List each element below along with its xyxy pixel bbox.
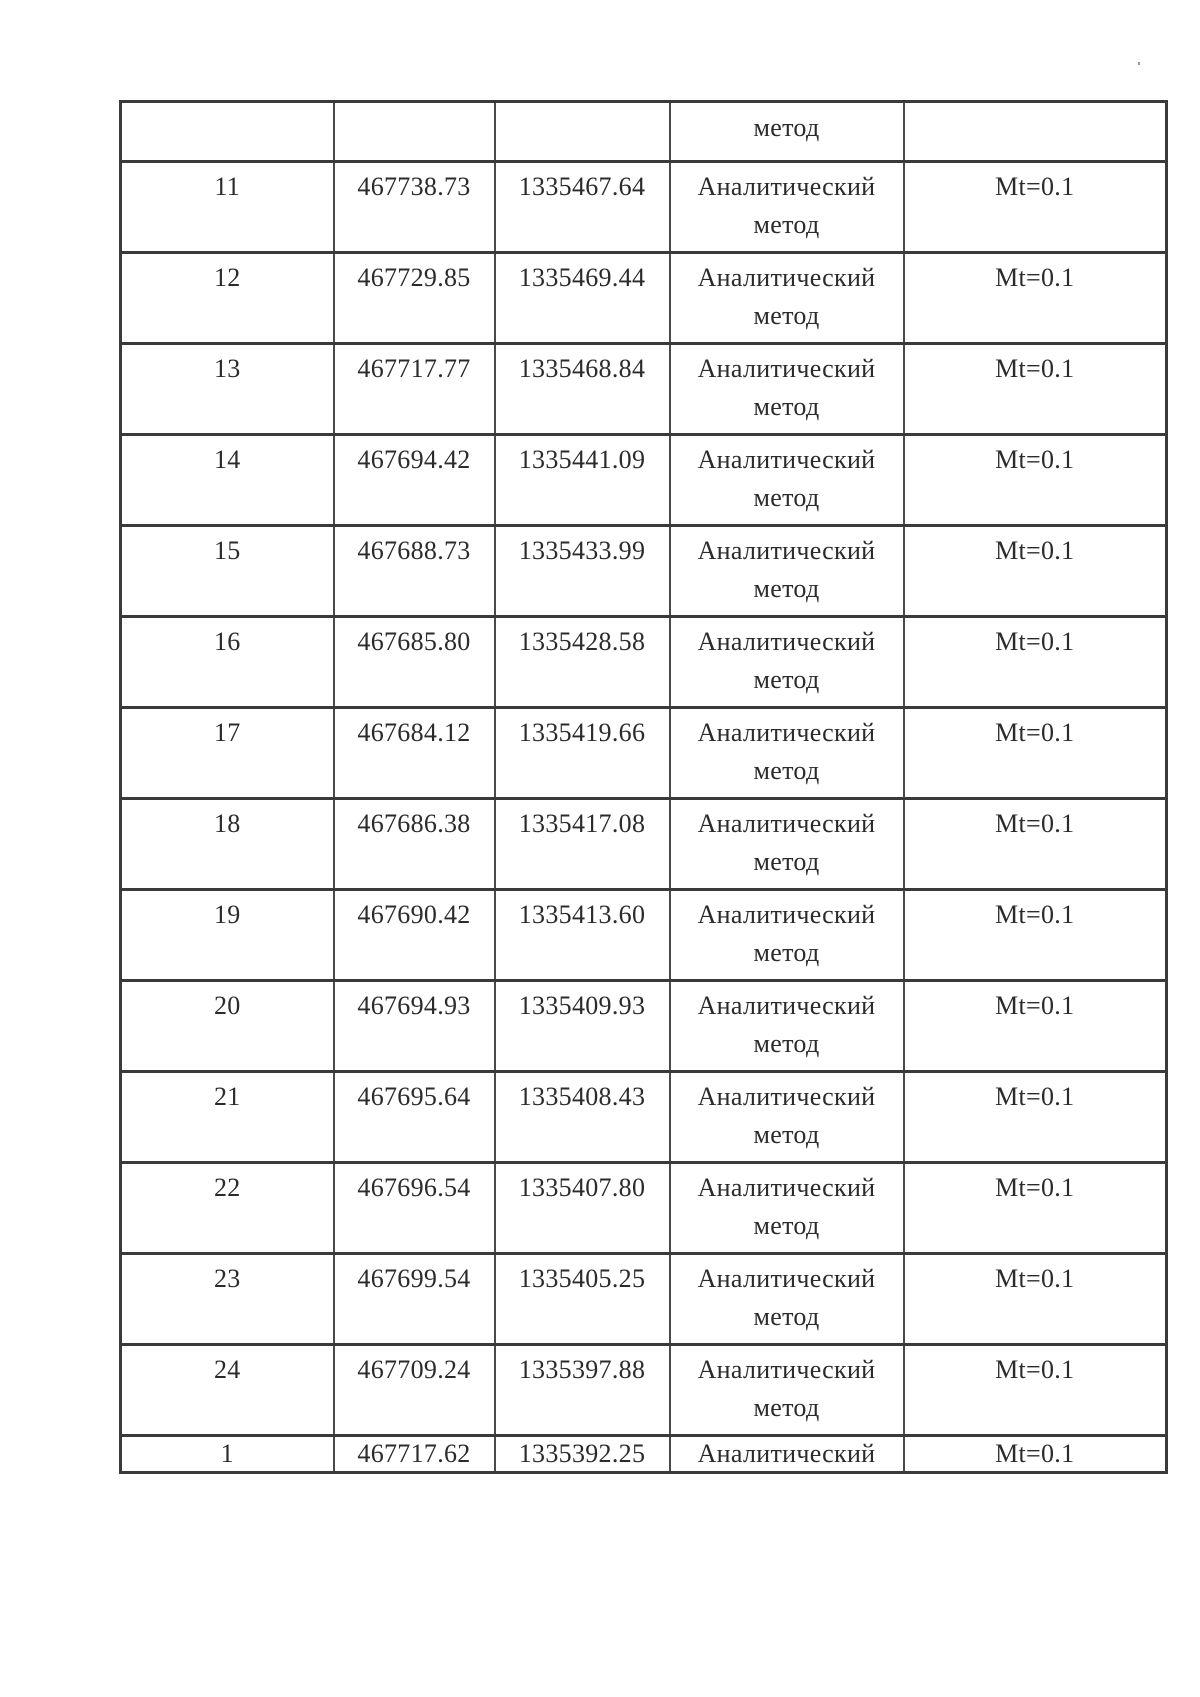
accuracy-cell (904, 162, 1167, 253)
method-line-1: Аналитический (697, 354, 876, 383)
method-cell (670, 890, 904, 981)
accuracy-value: Mt=0.1 (995, 1173, 1075, 1202)
accuracy-value: Mt=0.1 (995, 900, 1075, 929)
accuracy-cell (904, 1436, 1167, 1473)
accuracy-value: Mt=0.1 (995, 627, 1075, 656)
y-coordinate-cell (495, 1436, 670, 1473)
x-coordinate: 467694.42 (357, 445, 471, 474)
method-cell (670, 253, 904, 344)
x-coordinate-cell (334, 708, 495, 799)
table-row (121, 799, 1167, 890)
x-coordinate-cell (334, 1254, 495, 1345)
point-number: 11 (214, 172, 241, 201)
accuracy-cell (904, 1072, 1167, 1163)
accuracy-cell (904, 526, 1167, 617)
accuracy-value: Mt=0.1 (995, 718, 1075, 747)
accuracy-value: Mt=0.1 (995, 263, 1075, 292)
x-coordinate: 467686.38 (357, 809, 471, 838)
point-number-cell (121, 253, 334, 344)
x-coordinate-cell (334, 253, 495, 344)
method-line-2: метод (753, 210, 820, 239)
table-row (121, 526, 1167, 617)
y-coordinate: 1335408.43 (518, 1082, 646, 1111)
table-row (121, 890, 1167, 981)
method-line-1: Аналитический (697, 445, 876, 474)
method-line-2: метод (753, 574, 820, 603)
table-row (121, 1072, 1167, 1163)
accuracy-cell (904, 344, 1167, 435)
point-number-cell (121, 1163, 334, 1254)
method-line-1: Аналитический (697, 1264, 876, 1293)
method-cell (670, 162, 904, 253)
method-cell (670, 1436, 904, 1473)
accuracy-cell (904, 435, 1167, 526)
x-coordinate-cell (334, 102, 495, 162)
table-row (121, 435, 1167, 526)
accuracy-cell (904, 617, 1167, 708)
accuracy-cell (904, 890, 1167, 981)
accuracy-cell (904, 102, 1167, 162)
point-number-cell (121, 162, 334, 253)
x-coordinate-cell (334, 1436, 495, 1473)
y-coordinate-cell (495, 102, 670, 162)
method-line-2: метод (753, 1120, 820, 1149)
y-coordinate-cell (495, 1254, 670, 1345)
y-coordinate: 1335405.25 (518, 1264, 646, 1293)
point-number: 20 (213, 991, 241, 1020)
y-coordinate-cell (495, 1345, 670, 1436)
accuracy-cell (904, 1254, 1167, 1345)
accuracy-value: Mt=0.1 (995, 1082, 1075, 1111)
x-coordinate: 467717.77 (357, 354, 471, 383)
x-coordinate: 467685.80 (357, 627, 471, 656)
accuracy-value: Mt=0.1 (995, 809, 1075, 838)
point-number-cell (121, 435, 334, 526)
method-line-2: метод (753, 483, 820, 512)
y-coordinate: 1335419.66 (518, 718, 646, 747)
method-cell (670, 1163, 904, 1254)
point-number: 24 (213, 1355, 241, 1384)
method-line-2: метод (753, 1211, 820, 1240)
table-row (121, 617, 1167, 708)
table-row (121, 162, 1167, 253)
accuracy-value: Mt=0.1 (995, 354, 1075, 383)
point-number: 12 (213, 263, 241, 292)
accuracy-cell (904, 1345, 1167, 1436)
y-coordinate: 1335428.58 (518, 627, 646, 656)
point-number: 23 (213, 1264, 241, 1293)
x-coordinate-cell (334, 526, 495, 617)
method-cell (670, 526, 904, 617)
table-row (121, 1163, 1167, 1254)
method-line-1: Аналитический (697, 718, 876, 747)
accuracy-cell (904, 799, 1167, 890)
x-coordinate-cell (334, 981, 495, 1072)
table-row (121, 1345, 1167, 1436)
x-coordinate: 467717.62 (357, 1439, 471, 1468)
y-coordinate-cell (495, 162, 670, 253)
point-number: 16 (213, 627, 241, 656)
method-line-2: метод (753, 392, 820, 421)
table-row (121, 1254, 1167, 1345)
y-coordinate: 1335413.60 (518, 900, 646, 929)
method-cell (670, 344, 904, 435)
accuracy-cell (904, 981, 1167, 1072)
method-line-1: Аналитический (697, 809, 876, 838)
method-line-2: метод (753, 756, 820, 785)
table-row (121, 344, 1167, 435)
accuracy-cell (904, 1163, 1167, 1254)
coordinates-table (119, 100, 1168, 1474)
point-number-cell (121, 799, 334, 890)
method-line-2: метод (753, 847, 820, 876)
method-cell (670, 1345, 904, 1436)
y-coordinate-cell (495, 435, 670, 526)
accuracy-value: Mt=0.1 (995, 1355, 1075, 1384)
point-number: 14 (213, 445, 241, 474)
x-coordinate-cell (334, 890, 495, 981)
accuracy-value: Mt=0.1 (995, 1439, 1075, 1468)
point-number: 13 (213, 354, 241, 383)
x-coordinate-cell (334, 1163, 495, 1254)
y-coordinate-cell (495, 708, 670, 799)
method-line-2: метод (753, 1302, 820, 1331)
x-coordinate-cell (334, 1072, 495, 1163)
x-coordinate: 467688.73 (357, 536, 471, 565)
x-coordinate: 467684.12 (357, 718, 471, 747)
x-coordinate: 467690.42 (357, 900, 471, 929)
method-line-2: метод (753, 1393, 820, 1422)
x-coordinate: 467694.93 (357, 991, 471, 1020)
point-number-cell (121, 1254, 334, 1345)
x-coordinate: 467695.64 (357, 1082, 471, 1111)
method-line-1: Аналитический (697, 1082, 876, 1111)
y-coordinate-cell (495, 1163, 670, 1254)
y-coordinate: 1335433.99 (518, 536, 646, 565)
accuracy-value: Mt=0.1 (995, 445, 1075, 474)
method-line-1: Аналитический (697, 991, 876, 1020)
point-number-cell (121, 526, 334, 617)
point-number-cell (121, 1072, 334, 1163)
point-number-cell (121, 617, 334, 708)
y-coordinate: 1335409.93 (518, 991, 646, 1020)
x-coordinate-cell (334, 344, 495, 435)
point-number: 18 (213, 809, 241, 838)
y-coordinate: 1335467.64 (518, 172, 646, 201)
x-coordinate-cell (334, 1345, 495, 1436)
x-coordinate-cell (334, 617, 495, 708)
accuracy-value: Mt=0.1 (995, 536, 1075, 565)
point-number: 1 (220, 1439, 234, 1468)
continuation-row (121, 102, 1167, 162)
point-number-cell (121, 344, 334, 435)
method-line-1: Аналитический (697, 1439, 876, 1468)
accuracy-value: Mt=0.1 (995, 991, 1075, 1020)
table-row (121, 981, 1167, 1072)
point-number-cell (121, 708, 334, 799)
x-coordinate-cell (334, 162, 495, 253)
point-number: 22 (213, 1173, 241, 1202)
point-number: 15 (213, 536, 241, 565)
y-coordinate-cell (495, 253, 670, 344)
y-coordinate-cell (495, 1072, 670, 1163)
point-number-cell (121, 102, 334, 162)
method-line-2: метод (753, 938, 820, 967)
method-cell (670, 617, 904, 708)
method-line-2: метод (753, 665, 820, 694)
method-cell (670, 435, 904, 526)
scan-speck (1138, 62, 1140, 65)
method-line-1: Аналитический (697, 627, 876, 656)
accuracy-value: Mt=0.1 (995, 172, 1075, 201)
y-coordinate-cell (495, 344, 670, 435)
method-line-1: Аналитический (697, 172, 876, 201)
method-cell (670, 708, 904, 799)
point-number: 19 (213, 900, 241, 929)
y-coordinate: 1335392.25 (518, 1439, 646, 1468)
y-coordinate-cell (495, 526, 670, 617)
method-line-1: Аналитический (697, 1173, 876, 1202)
method-line-1: Аналитический (697, 263, 876, 292)
method-line-1: Аналитический (697, 900, 876, 929)
point-number-cell (121, 1436, 334, 1473)
table-body (121, 102, 1167, 1473)
method-cell (670, 981, 904, 1072)
method-line-2: метод (753, 301, 820, 330)
point-number-cell (121, 981, 334, 1072)
x-coordinate: 467709.24 (357, 1355, 471, 1384)
table-row (121, 253, 1167, 344)
method-cell (670, 1072, 904, 1163)
x-coordinate-cell (334, 435, 495, 526)
accuracy-cell (904, 708, 1167, 799)
method-line-1: Аналитический (697, 536, 876, 565)
point-number-cell (121, 1345, 334, 1436)
x-coordinate: 467729.85 (357, 263, 471, 292)
y-coordinate: 1335417.08 (518, 809, 646, 838)
x-coordinate: 467738.73 (357, 172, 471, 201)
y-coordinate-cell (495, 799, 670, 890)
point-number: 21 (213, 1082, 241, 1111)
y-coordinate-cell (495, 617, 670, 708)
y-coordinate: 1335441.09 (518, 445, 646, 474)
last-table-row (121, 1436, 1167, 1473)
point-number: 17 (213, 718, 241, 747)
method-cell (670, 1254, 904, 1345)
method-cell (670, 799, 904, 890)
y-coordinate: 1335468.84 (518, 354, 646, 383)
y-coordinate: 1335407.80 (518, 1173, 646, 1202)
method-line-2: метод (753, 1029, 820, 1058)
table-row (121, 708, 1167, 799)
x-coordinate-cell (334, 799, 495, 890)
point-number-cell (121, 890, 334, 981)
x-coordinate: 467696.54 (357, 1173, 471, 1202)
y-coordinate: 1335469.44 (518, 263, 646, 292)
method-cell: метод (670, 102, 904, 162)
y-coordinate-cell (495, 890, 670, 981)
y-coordinate-cell (495, 981, 670, 1072)
method-line-1: Аналитический (697, 1355, 876, 1384)
accuracy-cell (904, 253, 1167, 344)
x-coordinate: 467699.54 (357, 1264, 471, 1293)
accuracy-value: Mt=0.1 (995, 1264, 1075, 1293)
y-coordinate: 1335397.88 (518, 1355, 646, 1384)
